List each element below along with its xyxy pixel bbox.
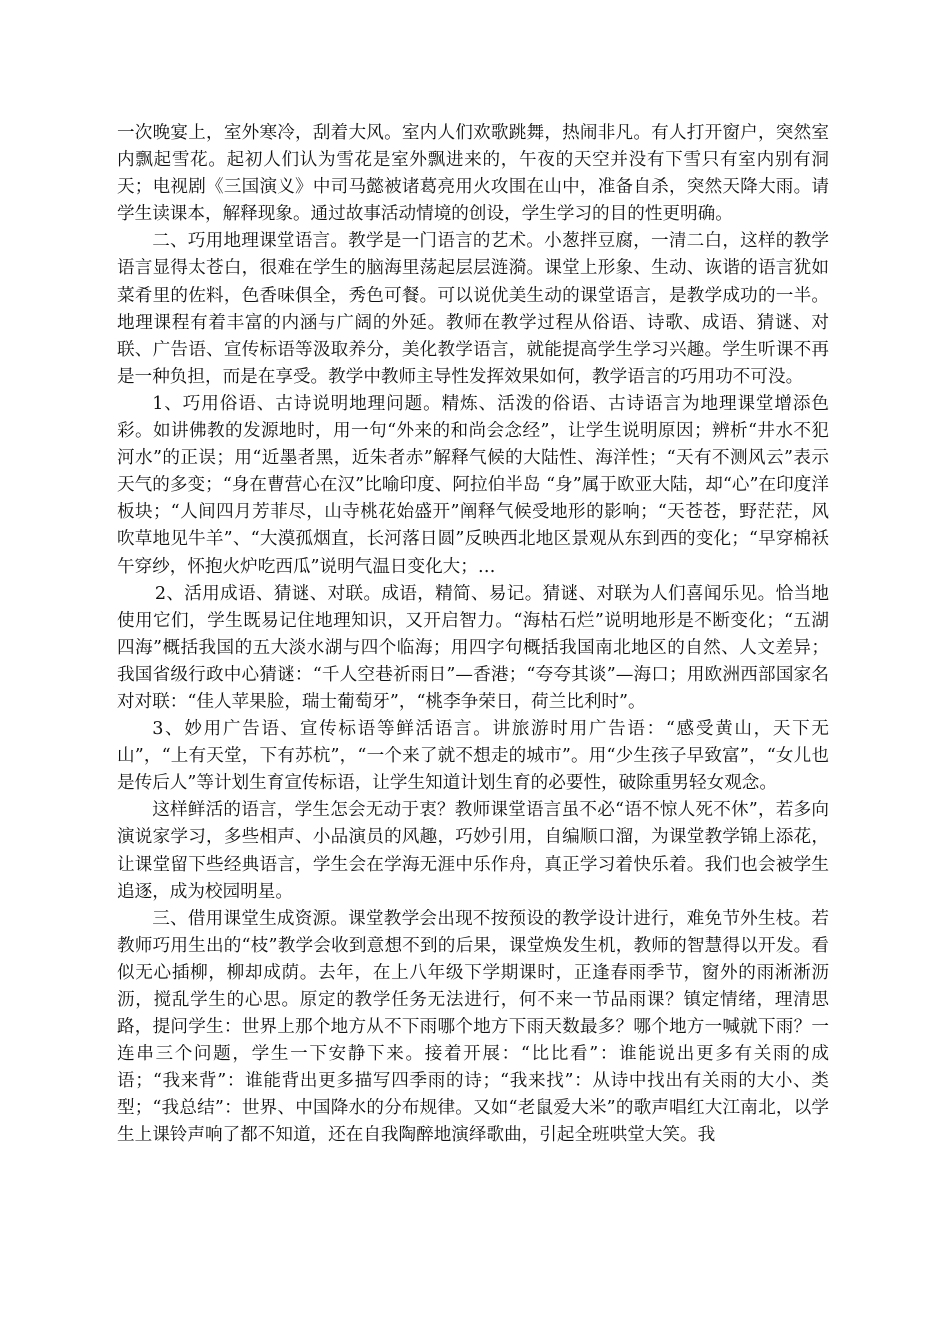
paragraph-story-continuation: 一次晚宴上，室外寒冷，刮着大风。室内人们欢歌跳舞，热闹非凡。有人打开窗户，突然室内飘起雪花。起初人们认为雪花是室外飘进来的，午夜的天空并没有下雪只有室内别有洞天；电视剧《三国演义》中司马懿被诸葛亮用火攻围在山中，准备自杀，突然天降大雨。请学生读课本，解释现象。通过故事活动情境的创设，学生学习的目的性更明确。 [117, 123, 829, 225]
document-body [117, 120, 829, 1150]
paragraph-proverbs-poems: 1、巧用俗语、古诗说明地理问题。精炼、活泼的俗语、古诗语言为地理课堂增添色彩。如讲佛教的发源地时，用一句“外来的和尚会念经”，让学生说明原因；辨析“井水不犯河水”的正误；用“近墨者黑，近朱者赤”解释气候的大陆性、海洋性；“天有不测风云”表示天气的多变；“身在曹营心在汉”比喻印度、阿拉伯半岛 “身”属于欧亚大陆，却“心”在印度洋板块；“人间四月芳菲尽，山寺桃花始盛开”阐释气候受地形的影响；“天苍苍，野茫茫，风吹草地见牛羊”、“大漠孤烟直，长河落日圆”反映西北地区景观从东到西的变化；“早穿棉袄午穿纱，怀抱火炉吃西瓜”说明气温日变化大；… [117, 393, 829, 577]
paragraph-lively-language: 这样鲜活的语言，学生怎会无动于衷？教师课堂语言虽不必“语不惊人死不休”，若多向演说家学习，多些相声、小品演员的风趣，巧妙引用，自编顺口溜，为课堂教学锦上添花，让课堂留下些经典语言，学生会在学海无涯中乐作舟，真正学习着快乐着。我们也会被学生追逐，成为校园明星。 [117, 800, 829, 902]
paragraph-slogans: 3、妙用广告语、宣传标语等鲜活语言。讲旅游时用广告语：“感受黄山，天下无山”，“上有天堂，下有苏杭”，“一个来了就不想走的城市”。用“少生孩子早致富”，“女儿也是传后人”等计划生育宣传标语，让学生知道计划生育的必要性，破除重男轻女观念。 [117, 719, 829, 794]
paragraph-section-three: 三、借用课堂生成资源。课堂教学会出现不按预设的教学设计进行，难免节外生枝。若教师巧用生出的“枝”教学会收到意想不到的后果，课堂焕发生机，教师的智慧得以开发。看似无心插柳，柳却成荫。去年，在上八年级下学期课时，正逢春雨季节，窗外的雨淅淅沥沥，搅乱学生的心思。原定的教学任务无法进行，何不来一节品雨课？镇定情绪，理清思路，提问学生：世界上那个地方从不下雨哪个地方下雨天数最多？哪个地方一喊就下雨？一连串三个问题，学生一下安静下来。接着开展：“比比看”：谁能说出更多有关雨的成语；“我来背”：谁能背出更多描写四季雨的诗；“我来找”：从诗中找出有关雨的大小、类型；“我总结”：世界、中国降水的分布规律。又如“老鼠爱大米”的歌声唱红大江南北，以学生上课铃声响了都不知道，还在自我陶醉地演绎歌曲，引起全班哄堂大笑。我 [117, 908, 829, 1146]
paragraph-idioms-riddles: 2、活用成语、猜谜、对联。成语，精简、易记。猜谜、对联为人们喜闻乐见。恰当地使用它们，学生既易记住地理知识，又开启智力。“海枯石烂”说明地形是不断变化；“五湖四海”概括我国的五大淡水湖与四个临海；用四字句概括我国南北地区的自然、人文差异；我国省级行政中心猜谜：“千人空巷祈雨日”—香港；“夸夸其谈”—海口；用欧洲西部国家名对对联：“佳人苹果脸，瑞士葡萄牙”，“桃李争荣日，荷兰比利时”。 [117, 583, 829, 712]
paragraph-section-two: 二、巧用地理课堂语言。教学是一门语言的艺术。小葱拌豆腐，一清二白，这样的教学语言显得太苍白，很难在学生的脑海里荡起层层涟漪。课堂上形象、生动、诙谐的语言犹如菜肴里的佐料，色香味俱全，秀色可餐。可以说优美生动的课堂语言，是教学成功的一半。地理课程有着丰富的内涵与广阔的外延。教师在教学过程从俗语、诗歌、成语、猜谜、对联、广告语、宣传标语等汲取养分，美化教学语言，就能提高学生学习兴趣。学生听课不再是一种负担，而是在享受。教学中教师主导性发挥效果如何，教学语言的巧用功不可没。 [117, 231, 829, 387]
